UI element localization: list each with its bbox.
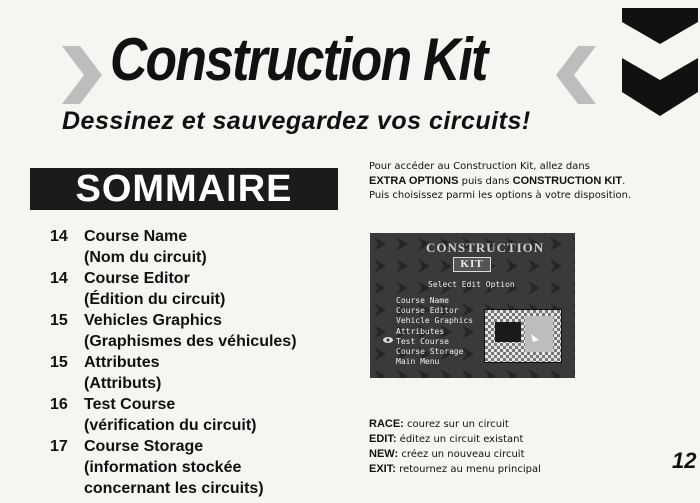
menu-heading: Select Edit Option — [428, 280, 515, 289]
toc-entry — [50, 310, 350, 352]
track-preview — [484, 309, 562, 363]
double-chevron-down-icon — [620, 0, 700, 142]
intro-text: puis dans — [458, 176, 513, 187]
intro-line: Puis choisissez parmi les options à votre disposition. — [369, 190, 632, 201]
toc-label: Course Editor — [84, 270, 190, 287]
game-screenshot — [370, 233, 575, 378]
toc-sublabel: (Attributs) — [84, 375, 162, 392]
right-chevron-icon — [556, 46, 596, 104]
edit-option-menu — [396, 296, 473, 367]
legend-key: NEW: — [369, 448, 399, 460]
toc-label: Course Storage — [84, 438, 204, 455]
toc-sublabel: concernant les circuits) — [84, 480, 264, 497]
legend-item — [369, 432, 669, 447]
toc-page-number: 16 — [50, 396, 68, 413]
logo-kit: KIT — [453, 257, 490, 272]
intro-bold: CONSTRUCTION KIT — [512, 175, 623, 187]
toc-page-number: 14 — [50, 270, 68, 287]
legend-text: créez un nouveau circuit — [398, 449, 525, 460]
legend-item — [369, 417, 669, 432]
toc-sublabel: (Graphismes des véhicules) — [84, 333, 297, 350]
toc-entry — [50, 268, 350, 310]
logo-text: CONSTRUCTION — [426, 240, 545, 255]
toc-sublabel: (information stockée — [84, 459, 242, 476]
toc-label: Attributes — [84, 354, 160, 371]
menu-item[interactable]: Course Editor — [396, 306, 459, 316]
toc-label: Course Name — [84, 228, 188, 245]
toc-sublabel: (Édition du circuit) — [84, 291, 226, 308]
toc-page-number: 15 — [50, 312, 68, 329]
table-of-contents — [50, 226, 350, 499]
button-legend — [369, 417, 669, 477]
page-subtitle: Dessinez et sauvegardez vos circuits! — [62, 107, 531, 135]
toc-sublabel: (Nom du circuit) — [84, 249, 207, 266]
page-title: Construction Kit — [110, 26, 487, 93]
legend-key: EXIT: — [369, 463, 396, 475]
toc-page-number: 15 — [50, 354, 68, 371]
page-number: 12 — [672, 448, 697, 473]
legend-text: retournez au menu principal — [395, 464, 541, 475]
track-preview-image — [485, 310, 561, 362]
intro-text: . — [622, 176, 626, 187]
toc-label: Vehicles Graphics — [84, 312, 222, 329]
menu-item[interactable]: Vehicle Graphics — [396, 316, 474, 326]
toc-entry — [50, 436, 350, 499]
menu-item[interactable]: Main Menu — [396, 357, 440, 367]
toc-page-number: 17 — [50, 438, 68, 455]
section-banner: SOMMAIRE — [30, 168, 338, 210]
menu-item[interactable]: Course Storage — [396, 347, 464, 357]
toc-label: Test Course — [84, 396, 176, 413]
legend-key: RACE: — [369, 418, 404, 430]
intro-bold: EXTRA OPTIONS — [369, 175, 459, 187]
toc-entry — [50, 226, 350, 268]
toc-entry — [50, 352, 350, 394]
toc-entry — [50, 394, 350, 436]
menu-item[interactable]: Course Name — [396, 296, 449, 305]
legend-key: EDIT: — [369, 433, 397, 445]
menu-item[interactable]: Test Course — [396, 336, 449, 346]
toc-page-number: 14 — [50, 228, 68, 245]
toc-sublabel: (vérification du circuit) — [84, 417, 257, 434]
intro-paragraph — [369, 160, 669, 203]
left-chevron-icon — [62, 46, 102, 104]
menu-item[interactable]: Attributes — [396, 326, 445, 336]
game-logo — [426, 240, 545, 272]
menu-cursor-icon — [383, 337, 393, 343]
legend-text: éditez un circuit existant — [396, 434, 524, 445]
legend-item — [369, 462, 669, 477]
legend-item — [369, 447, 669, 462]
legend-text: courez sur un circuit — [403, 419, 509, 430]
intro-line — [369, 174, 669, 189]
intro-line: Pour accéder au Construction Kit, allez dans — [369, 161, 590, 172]
